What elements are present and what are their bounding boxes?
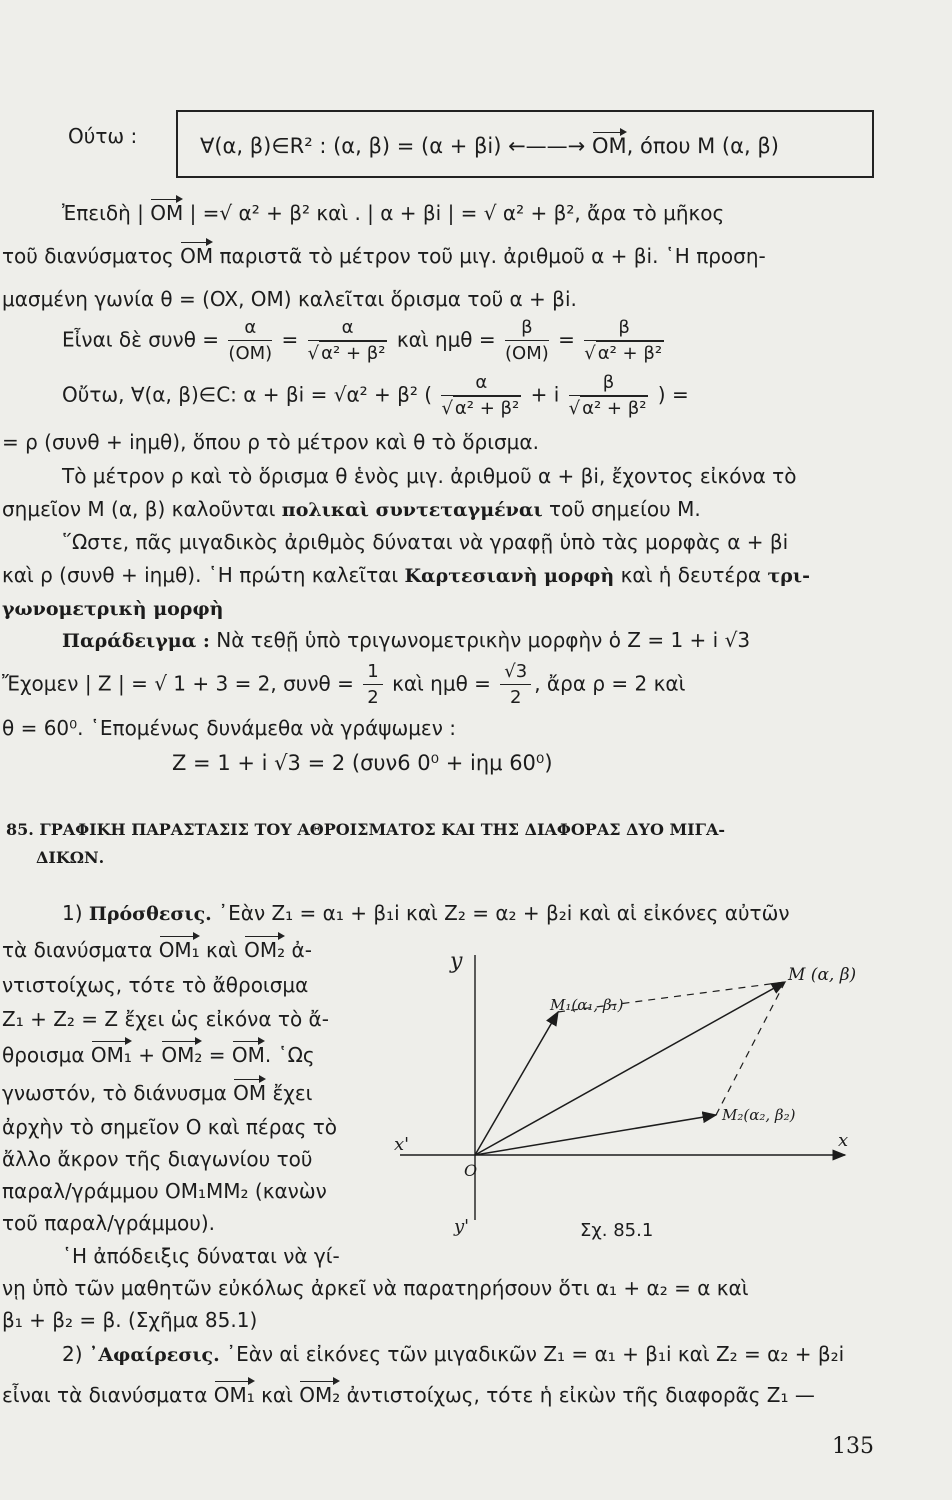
addition-line4: Ζ₁ + Ζ₂ = Ζ ἔχει ὡς εἰκόνα τὸ ἄ- <box>2 1007 329 1031</box>
subtraction-line1: 2) ᾿Αφαίρεσις. ᾿Εὰν αἱ εἰκόνες τῶν μιγαδικῶν Ζ₁ = α₁ + β₁i καὶ Ζ₂ = α₂ + β₂i <box>62 1342 845 1366</box>
p3-line2: Τὸ μέτρον ρ καὶ τὸ ὅρισμα θ ἑνὸς μιγ. ἀριθμοῦ α + βi, ἔχοντος εἰκόνα τὸ <box>62 464 797 488</box>
y-prime-label: y' <box>454 1216 470 1237</box>
section-heading-cont: ΔΙΚΩΝ. <box>36 848 105 867</box>
p1-line2: τοῦ διανύσματος OM παριστᾶ τὸ μέτρον τοῦ μιγ. ἀριθμοῦ α + βi. ῾Η προση- <box>2 244 766 268</box>
figure-caption: Σχ. 85.1 <box>580 1220 654 1240</box>
y-label: y <box>450 949 463 974</box>
figure-85-1 <box>380 940 860 1240</box>
addition-line3: ντιστοίχως, τότε τὸ ἄθροισμα <box>2 973 309 997</box>
label-outo: Ούτω : <box>68 124 138 148</box>
p3-line1: = ρ (συνθ + iημθ), ὅπου ρ τὸ μέτρον καὶ θ τὸ ὅρισμα. <box>2 430 539 454</box>
origin-label: O <box>464 1161 478 1180</box>
page-number: 135 <box>832 1434 874 1459</box>
addition-line8: ἄλλο ἄκρον τῆς διαγωνίου τοῦ <box>2 1147 313 1171</box>
p1-line1: Ἐπειδὴ | OM | =√ α² + β² καὶ . | α + βi | = √ α² + β², ἄρα τὸ μῆκος <box>62 201 725 225</box>
vector-om1 <box>475 1012 558 1155</box>
p3-line4: ῞Ωστε, πᾶς μιγαδικὸς ἀριθμὸς δύναται νὰ γραφῇ ὑπὸ τὰς μορφὰς α + βi <box>62 530 789 554</box>
addition-line7: ἀρχὴν τὸ σημεῖον Ο καὶ πέρας τὸ <box>2 1115 337 1139</box>
subtraction-line2: εἶναι τὰ διανύσματα OM₁ καὶ OM₂ ἀντιστοίχως, τότε ἡ εἰκὼν τῆς διαφορᾶς Ζ₁ — <box>2 1383 815 1407</box>
addition-line5: θροισμα OM₁ + OM₂ = OM. ῾Ως <box>2 1043 315 1067</box>
m-label: M (α, β) <box>788 965 857 985</box>
m2-label: M₂(α₂, β₂) <box>722 1106 796 1124</box>
example-line1: Παράδειγμα : Νὰ τεθῇ ὑπὸ τριγωνομετρικὴν μορφὴν ὁ Ζ = 1 + i √3 <box>62 628 751 652</box>
x-prime-label: x' <box>394 1134 410 1155</box>
m1-label: M₁(α₁, β₁) <box>550 996 624 1014</box>
addition-line6: γνωστόν, τὸ διάνυσμα OM ἔχει <box>2 1081 313 1105</box>
addition-line13: β₁ + β₂ = β. (Σχῆμα 85.1) <box>2 1308 258 1332</box>
p1-line3: μασμένη γωνία θ = (OX, OM) καλεῖται ὅρισμα τοῦ α + βi. <box>2 287 577 311</box>
p3-line6: γωνομετρικὴ μορφὴ <box>2 598 224 620</box>
sin-cos-definition: Εἶναι δὲ συνθ = $\frac{\alpha}{(OM)}$ = $\frac{\alpha}{\text{√ α² + β²}}$ καὶ ημθ = $\frac{\beta}{(OM)}$ = $\frac{\beta}{\text{√ α² + β²}}$ <box>62 317 663 364</box>
example-line4: Ζ = 1 + i √3 = 2 (συν6 0⁰ + iημ 60⁰) <box>172 751 553 775</box>
p3-line5: καὶ ρ (συνθ + iημθ). ῾Η πρώτη καλεῖται Καρτεσιανὴ μορφὴ καὶ ἡ δευτέρα τρι- <box>2 563 810 587</box>
addition-line2: τὰ διανύσματα OM₁ καὶ OM₂ ἀ- <box>2 938 312 962</box>
addition-line10: τοῦ παραλ/γράμμου). <box>2 1211 216 1235</box>
addition-line1: 1) Πρόσθεσις. ᾿Εὰν Ζ₁ = α₁ + β₁i καὶ Ζ₂ = α₂ + β₂i καὶ αἱ εἰκόνες αὐτῶν <box>62 901 790 925</box>
addition-line9: παραλ/γράμμου ΟΜ₁ΜΜ₂ (κανὼν <box>2 1179 327 1203</box>
section-heading: 85. ΓΡΑΦΙΚΗ ΠΑΡΑΣΤΑΣΙΣ ΤΟΥ ΑΘΡΟΙΣΜΑΤΟΣ ΚΑΙ ΤΗΣ ΔΙΑΦΟΡΑΣ ΔΥΟ ΜΙΓΑ- <box>6 820 726 839</box>
example-label: Παράδειγμα : <box>62 630 210 652</box>
p3-line3: σημεῖον Μ (α, β) καλοῦνται πολικαὶ συντεταγμέναι τοῦ σημείου Μ. <box>2 497 701 521</box>
example-line3: θ = 60⁰. ῾Επομένως δυνάμεθα νὰ γράψωμεν : <box>2 716 457 740</box>
addition-line12: νῃ ὑπὸ τῶν μαθητῶν εὐκόλως ἀρκεῖ νὰ παρατηρήσουν ὅτι α₁ + α₂ = α καὶ <box>2 1276 749 1300</box>
x-label: x <box>838 1130 849 1151</box>
definition-formula: ∀(α, β)∈R² : (α, β) = (α + βi) ←——→ OM, όπου Μ (α, β) <box>200 134 779 158</box>
polar-formula: Οὔτω, ∀(α, β)∈C: α + βi = √α² + β² ( $\frac{\alpha}{\text{√ α² + β²}}$ + i $\frac{\beta}{\text{√ α² + β²}}$ ) = <box>62 372 689 419</box>
vector-om: OM <box>591 134 627 158</box>
addition-line11: ῾Η ἀπόδειξις δύναται νὰ γί- <box>62 1244 340 1268</box>
example-line2: Ἔχομεν | Ζ | = √ 1 + 3 = 2, συνθ = $\frac{1}{2}$ καὶ ημθ = $\frac{√3}{2}$ , ἄρα ρ = 2 καὶ <box>2 661 686 708</box>
